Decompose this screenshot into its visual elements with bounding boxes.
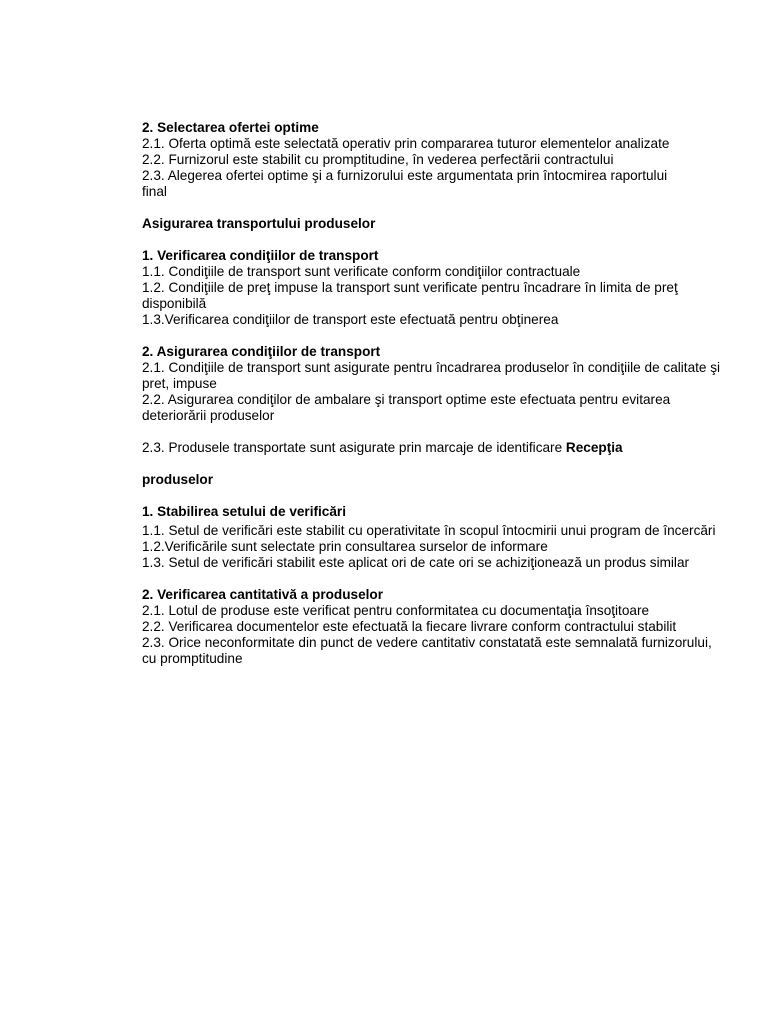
item-asigurare-2-1: 2.1. Condiţiile de transport sunt asigurate pentru încadrarea produselor în condiţiile de calitate şi pret, impuse [142,360,721,391]
item-selectare-2-1: 2.1. Oferta optimă este selectată operativ prin compararea tuturor elementelor analizate [142,136,670,151]
heading-receptia-part2: produselor [142,472,213,487]
heading-stabilirea-setului: 1. Stabilirea setului de verificări [142,504,346,519]
item-asigurare-2-3-text: 2.3. Produsele transportate sunt asigurate prin marcaje de identificare [142,440,566,455]
item-stabilire-1-3: 1.3. Setul de verificări stabilit este aplicat ori de cate ori se achiziţionează un produs similar [142,555,690,570]
item-stabilire-1-2: 1.2.Verificările sunt selectate prin consultarea surselor de informare [142,539,548,554]
heading-verificarea-conditiilor-transport: 1. Verificarea condiţiilor de transport [142,248,379,263]
item-asigurare-2-3 [142,440,734,456]
item-cantitativa-2-2: 2.2. Verificarea documentelor este efectuată la fiecare livrare conform contractului stabilit [142,619,677,634]
heading-receptia-part1: Recepţia [565,440,623,455]
item-verificare-1-1: 1.1. Condiţiile de transport sunt verificate conform condiţiilor contractuale [142,264,581,279]
item-cantitativa-2-3: 2.3. Orice neconformitate din punct de vedere cantitativ constatată este semnalată furnizorului, cu promptitudine [142,635,712,666]
heading-verificarea-cantitativa: 2. Verificarea cantitativă a produselor [142,587,384,602]
item-selectare-2-3: 2.3. Alegerea ofertei optime şi a furnizorului este argumentata prin întocmirea raportului final [142,168,668,199]
item-asigurare-2-2: 2.2. Asigurarea condiţilor de ambalare şi transport optime este efectuata pentru evitarea deteriorării produselor [142,392,671,423]
item-cantitativa-2-1: 2.1. Lotul de produse este verificat pentru conformitatea cu documentaţia însoţitoare [142,603,650,618]
item-verificare-1-2: 1.2. Condiţiile de preţ impuse la transport sunt verificate pentru încadrare în limita de preţ disponibilă [142,280,678,311]
item-verificare-1-3: 1.3.Verificarea condiţiilor de transport este efectuată pentru obţinerea [142,312,559,327]
heading-asigurarea-transportului: Asigurarea transportului produselor [142,216,376,231]
document-body [142,120,734,667]
item-selectare-2-2: 2.2. Furnizorul este stabilit cu promptitudine, în vederea perfectării contractului [142,152,614,167]
item-stabilire-1-1: 1.1. Setul de verificări este stabilit cu operativitate în scopul întocmirii unui program de încercări [142,523,716,538]
heading-selectarea-ofertei: 2. Selectarea ofertei optime [142,120,319,135]
heading-asigurarea-conditiilor-transport: 2. Asigurarea condiţiilor de transport [142,344,381,359]
